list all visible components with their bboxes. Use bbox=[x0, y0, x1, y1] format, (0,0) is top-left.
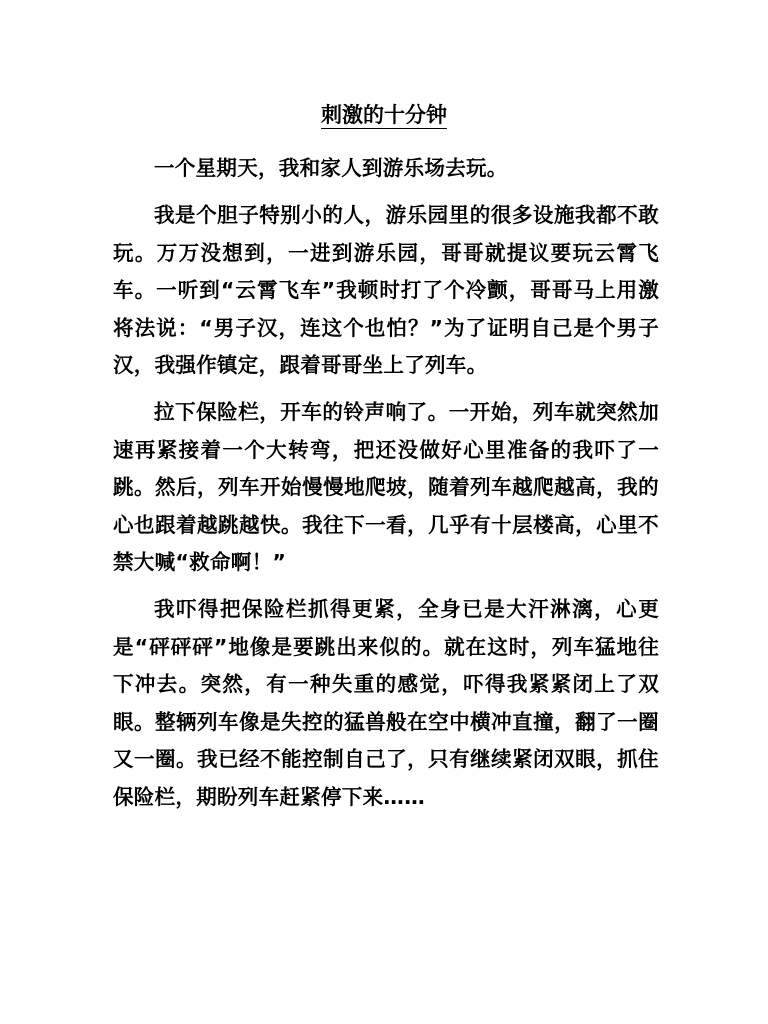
paragraph-4: 我吓得把保险栏抓得更紧，全身已是大汗淋漓，心更是“砰砰砰”地像是要跳出来似的。就在这时，列车猛地往下冲去。突然，有一种失重的感觉，吓得我紧紧闭上了双眼。整辆列车像是失控的猛兽般在空中横冲直撞，翻了一圈又一圈。我已经不能控制自己了，只有继续紧闭双眼，抓住保险栏，期盼列车赶紧停下来…… bbox=[113, 597, 659, 809]
document-title bbox=[0, 98, 768, 132]
document-body bbox=[113, 150, 659, 826]
paragraph-1: 一个星期天，我和家人到游乐场去玩。 bbox=[154, 156, 508, 180]
document-title-text: 刺激的十分钟 bbox=[321, 103, 447, 127]
paragraph-3: 拉下保险栏，开车的铃声响了。一开始，列车就突然加速再紧接着一个大转弯，把还没做好心里准备的我吓了一跳。然后，列车开始慢慢地爬坡，随着列车越爬越高，我的心也跟着越跳越快。我往下一看，几乎有十层楼高，心里不禁大喊“救命啊！” bbox=[113, 400, 659, 575]
paragraph-2: 我是个胆子特别小的人，游乐园里的很多设施我都不敢玩。万万没想到，一进到游乐园，哥哥就提议要玩云霄飞车。一听到“云霄飞车”我顿时打了个冷颤，哥哥马上用激将法说：“男子汉，连这个也怕？”为了证明自己是个男子汉，我强作镇定，跟着哥哥坐上了列车。 bbox=[113, 203, 659, 378]
